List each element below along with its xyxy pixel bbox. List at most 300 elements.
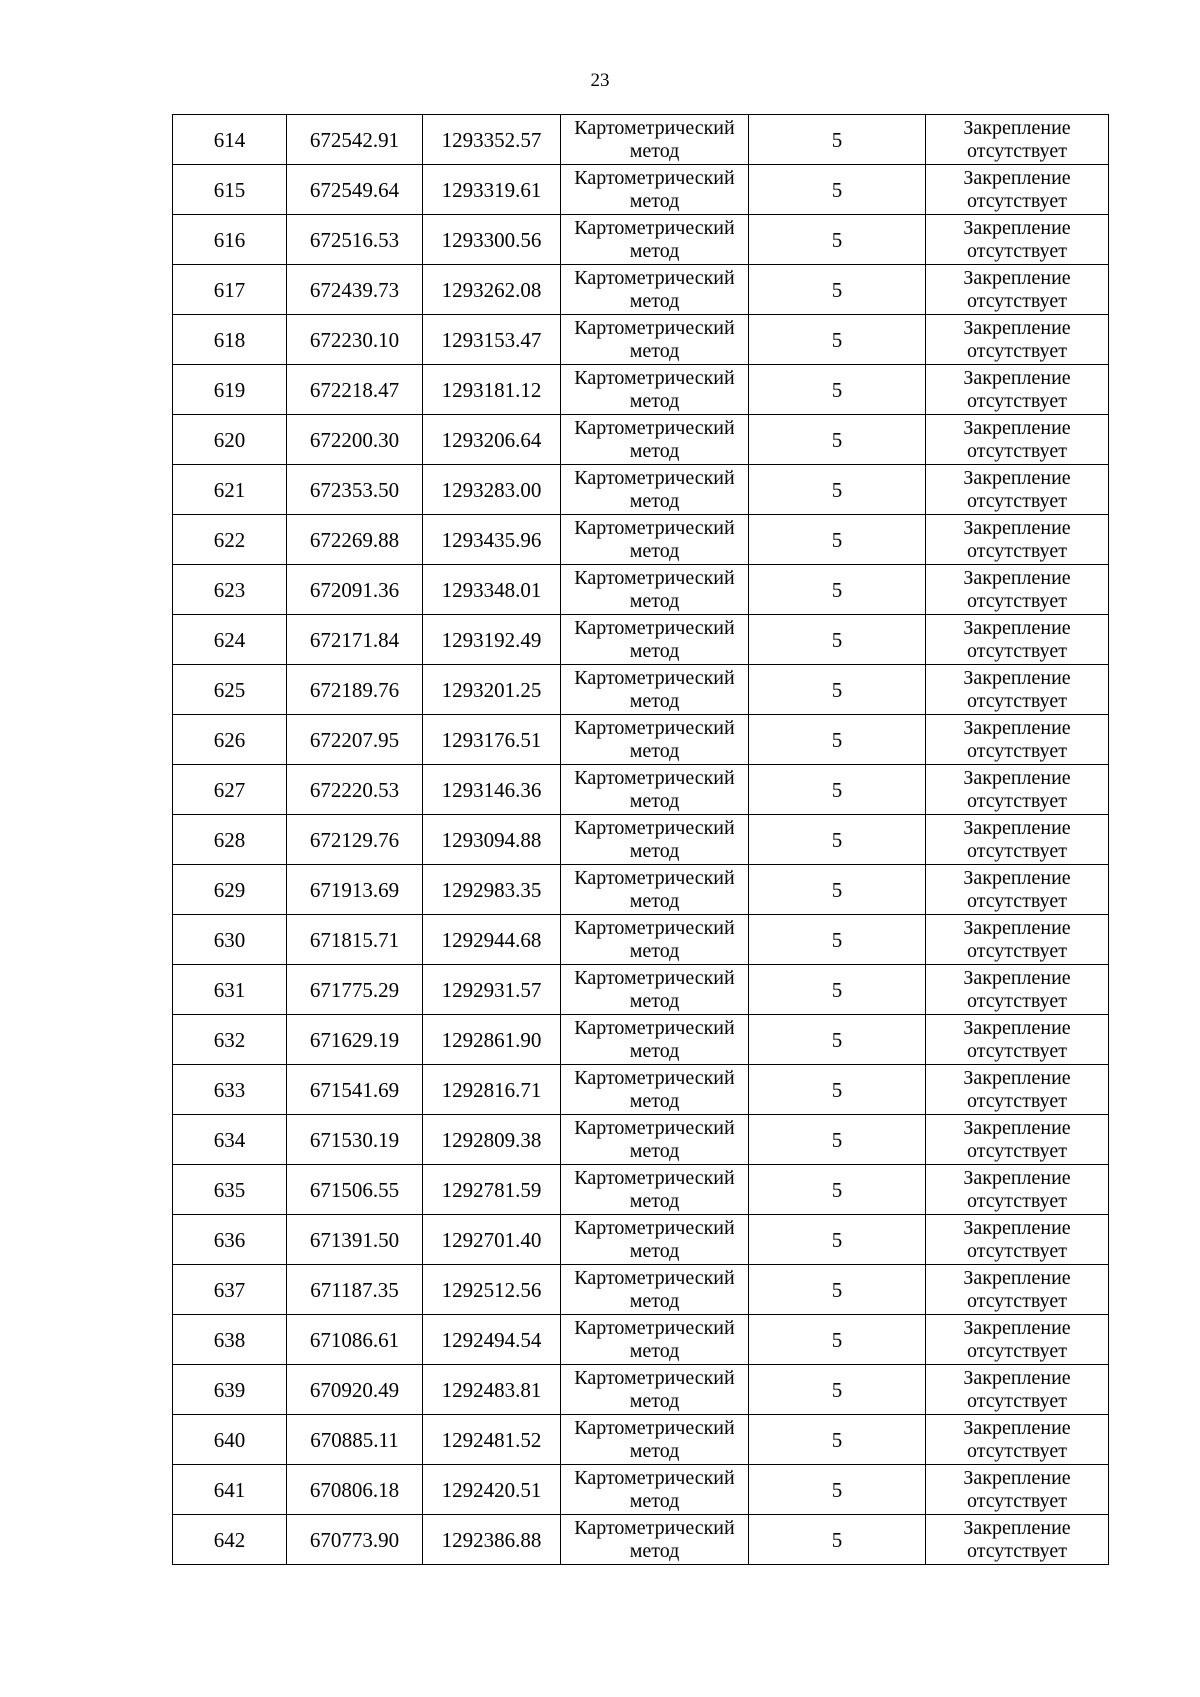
fixing-cell <box>926 115 1109 165</box>
fixing-line: отсутствует <box>966 989 1068 1012</box>
fixing-line: отсутствует <box>966 389 1068 412</box>
method-line: Картометрический <box>574 1416 735 1439</box>
x-coordinate-cell: 671086.61 <box>287 1315 423 1365</box>
fixing-cell <box>926 965 1109 1015</box>
table-row <box>173 1015 1109 1065</box>
x-coordinate-cell: 671775.29 <box>287 965 423 1015</box>
accuracy-cell: 5 <box>749 315 926 365</box>
fixing-line: отсутствует <box>966 189 1068 212</box>
method-line: Картометрический <box>574 566 735 589</box>
table-row <box>173 1215 1109 1265</box>
method-line: метод <box>629 789 680 812</box>
fixing-line: Закрепление <box>963 516 1071 539</box>
method-line: метод <box>629 1339 680 1362</box>
table-row <box>173 1115 1109 1165</box>
method-line: Картометрический <box>574 1216 735 1239</box>
method-line: Картометрический <box>574 666 735 689</box>
method-cell <box>561 1115 749 1165</box>
table-row <box>173 965 1109 1015</box>
x-coordinate-cell: 671506.55 <box>287 1165 423 1215</box>
method-line: Картометрический <box>574 1466 735 1489</box>
accuracy-cell: 5 <box>749 965 926 1015</box>
y-coordinate-cell: 1293094.88 <box>423 815 561 865</box>
y-coordinate-cell: 1292931.57 <box>423 965 561 1015</box>
point-number-cell: 636 <box>173 1215 287 1265</box>
y-coordinate-cell: 1293146.36 <box>423 765 561 815</box>
method-cell <box>561 515 749 565</box>
fixing-cell <box>926 465 1109 515</box>
fixing-cell <box>926 1215 1109 1265</box>
method-line: метод <box>629 689 680 712</box>
fixing-line: отсутствует <box>966 589 1068 612</box>
method-cell <box>561 915 749 965</box>
coordinates-table <box>172 114 1109 1565</box>
fixing-line: Закрепление <box>963 316 1071 339</box>
method-line: метод <box>629 1389 680 1412</box>
fixing-line: Закрепление <box>963 1316 1071 1339</box>
method-line: метод <box>629 1239 680 1262</box>
y-coordinate-cell: 1293192.49 <box>423 615 561 665</box>
table-row <box>173 1065 1109 1115</box>
accuracy-cell: 5 <box>749 365 926 415</box>
fixing-line: отсутствует <box>966 1189 1068 1212</box>
fixing-cell <box>926 1015 1109 1065</box>
fixing-line: отсутствует <box>966 289 1068 312</box>
point-number-cell: 623 <box>173 565 287 615</box>
point-number-cell: 620 <box>173 415 287 465</box>
fixing-line: отсутствует <box>966 839 1068 862</box>
point-number-cell: 622 <box>173 515 287 565</box>
table-row <box>173 315 1109 365</box>
method-line: Картометрический <box>574 216 735 239</box>
method-line: метод <box>629 139 680 162</box>
fixing-cell <box>926 1165 1109 1215</box>
fixing-line: отсутствует <box>966 939 1068 962</box>
fixing-line: отсутствует <box>966 639 1068 662</box>
method-cell <box>561 365 749 415</box>
y-coordinate-cell: 1293435.96 <box>423 515 561 565</box>
y-coordinate-cell: 1292420.51 <box>423 1465 561 1515</box>
y-coordinate-cell: 1292494.54 <box>423 1315 561 1365</box>
fixing-line: Закрепление <box>963 566 1071 589</box>
method-cell <box>561 465 749 515</box>
fixing-cell <box>926 515 1109 565</box>
y-coordinate-cell: 1292781.59 <box>423 1165 561 1215</box>
fixing-line: отсутствует <box>966 1089 1068 1112</box>
method-line: Картометрический <box>574 366 735 389</box>
method-cell <box>561 1315 749 1365</box>
method-line: Картометрический <box>574 1316 735 1339</box>
point-number-cell: 640 <box>173 1415 287 1465</box>
fixing-line: отсутствует <box>966 1139 1068 1162</box>
y-coordinate-cell: 1293206.64 <box>423 415 561 465</box>
point-number-cell: 614 <box>173 115 287 165</box>
fixing-line: Закрепление <box>963 1066 1071 1089</box>
x-coordinate-cell: 670885.11 <box>287 1415 423 1465</box>
x-coordinate-cell: 672200.30 <box>287 415 423 465</box>
table-row <box>173 465 1109 515</box>
point-number-cell: 630 <box>173 915 287 965</box>
accuracy-cell: 5 <box>749 165 926 215</box>
method-line: Картометрический <box>574 766 735 789</box>
method-line: метод <box>629 1439 680 1462</box>
method-line: Картометрический <box>574 1016 735 1039</box>
point-number-cell: 625 <box>173 665 287 715</box>
point-number-cell: 619 <box>173 365 287 415</box>
table-row <box>173 115 1109 165</box>
method-line: метод <box>629 389 680 412</box>
fixing-line: отсутствует <box>966 439 1068 462</box>
table-body <box>173 115 1109 1565</box>
accuracy-cell: 5 <box>749 1115 926 1165</box>
fixing-cell <box>926 415 1109 465</box>
fixing-line: отсутствует <box>966 1489 1068 1512</box>
accuracy-cell: 5 <box>749 715 926 765</box>
fixing-line: Закрепление <box>963 366 1071 389</box>
table-row <box>173 565 1109 615</box>
method-cell <box>561 315 749 365</box>
x-coordinate-cell: 672189.76 <box>287 665 423 715</box>
method-cell <box>561 715 749 765</box>
method-cell <box>561 215 749 265</box>
table-row <box>173 815 1109 865</box>
y-coordinate-cell: 1293262.08 <box>423 265 561 315</box>
table-row <box>173 1415 1109 1465</box>
method-line: Картометрический <box>574 1116 735 1139</box>
fixing-line: отсутствует <box>966 1239 1068 1262</box>
x-coordinate-cell: 672129.76 <box>287 815 423 865</box>
y-coordinate-cell: 1293181.12 <box>423 365 561 415</box>
x-coordinate-cell: 672230.10 <box>287 315 423 365</box>
x-coordinate-cell: 671541.69 <box>287 1065 423 1115</box>
fixing-line: отсутствует <box>966 1039 1068 1062</box>
x-coordinate-cell: 672091.36 <box>287 565 423 615</box>
accuracy-cell: 5 <box>749 1365 926 1415</box>
method-line: Картометрический <box>574 966 735 989</box>
x-coordinate-cell: 672439.73 <box>287 265 423 315</box>
method-cell <box>561 1215 749 1265</box>
fixing-line: отсутствует <box>966 689 1068 712</box>
fixing-cell <box>926 365 1109 415</box>
table-row <box>173 365 1109 415</box>
table-row <box>173 765 1109 815</box>
method-line: метод <box>629 889 680 912</box>
method-cell <box>561 1415 749 1465</box>
point-number-cell: 634 <box>173 1115 287 1165</box>
accuracy-cell: 5 <box>749 1165 926 1215</box>
point-number-cell: 628 <box>173 815 287 865</box>
point-number-cell: 637 <box>173 1265 287 1315</box>
point-number-cell: 627 <box>173 765 287 815</box>
fixing-line: отсутствует <box>966 1389 1068 1412</box>
point-number-cell: 639 <box>173 1365 287 1415</box>
method-cell <box>561 415 749 465</box>
method-cell <box>561 865 749 915</box>
method-line: метод <box>629 239 680 262</box>
method-line: метод <box>629 289 680 312</box>
fixing-line: отсутствует <box>966 339 1068 362</box>
y-coordinate-cell: 1292861.90 <box>423 1015 561 1065</box>
fixing-cell <box>926 1515 1109 1565</box>
method-line: метод <box>629 739 680 762</box>
fixing-line: отсутствует <box>966 139 1068 162</box>
method-cell <box>561 665 749 715</box>
fixing-cell <box>926 1265 1109 1315</box>
point-number-cell: 635 <box>173 1165 287 1215</box>
accuracy-cell: 5 <box>749 815 926 865</box>
method-line: Картометрический <box>574 1516 735 1539</box>
fixing-cell <box>926 1415 1109 1465</box>
y-coordinate-cell: 1293153.47 <box>423 315 561 365</box>
point-number-cell: 632 <box>173 1015 287 1065</box>
fixing-line: Закрепление <box>963 1366 1071 1389</box>
method-line: Картометрический <box>574 166 735 189</box>
x-coordinate-cell: 670920.49 <box>287 1365 423 1415</box>
accuracy-cell: 5 <box>749 915 926 965</box>
method-line: Картометрический <box>574 266 735 289</box>
method-line: метод <box>629 1489 680 1512</box>
x-coordinate-cell: 671187.35 <box>287 1265 423 1315</box>
method-line: метод <box>629 489 680 512</box>
fixing-cell <box>926 915 1109 965</box>
method-cell <box>561 1465 749 1515</box>
y-coordinate-cell: 1292983.35 <box>423 865 561 915</box>
method-line: метод <box>629 339 680 362</box>
fixing-line: Закрепление <box>963 116 1071 139</box>
x-coordinate-cell: 672549.64 <box>287 165 423 215</box>
accuracy-cell: 5 <box>749 865 926 915</box>
table-row <box>173 1165 1109 1215</box>
x-coordinate-cell: 670806.18 <box>287 1465 423 1515</box>
table-row <box>173 215 1109 265</box>
table-row <box>173 165 1109 215</box>
fixing-line: отсутствует <box>966 489 1068 512</box>
fixing-cell <box>926 1465 1109 1515</box>
x-coordinate-cell: 672220.53 <box>287 765 423 815</box>
x-coordinate-cell: 672269.88 <box>287 515 423 565</box>
fixing-line: отсутствует <box>966 739 1068 762</box>
table-row <box>173 665 1109 715</box>
accuracy-cell: 5 <box>749 1015 926 1065</box>
accuracy-cell: 5 <box>749 1265 926 1315</box>
method-line: метод <box>629 1139 680 1162</box>
method-line: Картометрический <box>574 1066 735 1089</box>
x-coordinate-cell: 671391.50 <box>287 1215 423 1265</box>
point-number-cell: 615 <box>173 165 287 215</box>
x-coordinate-cell: 670773.90 <box>287 1515 423 1565</box>
method-cell <box>561 1365 749 1415</box>
fixing-line: отсутствует <box>966 1539 1068 1562</box>
accuracy-cell: 5 <box>749 115 926 165</box>
method-line: метод <box>629 589 680 612</box>
fixing-cell <box>926 1115 1109 1165</box>
x-coordinate-cell: 671913.69 <box>287 865 423 915</box>
fixing-cell <box>926 265 1109 315</box>
method-line: метод <box>629 639 680 662</box>
y-coordinate-cell: 1292816.71 <box>423 1065 561 1115</box>
y-coordinate-cell: 1293283.00 <box>423 465 561 515</box>
y-coordinate-cell: 1292512.56 <box>423 1265 561 1315</box>
method-cell <box>561 565 749 615</box>
table-row <box>173 265 1109 315</box>
point-number-cell: 617 <box>173 265 287 315</box>
table-row <box>173 915 1109 965</box>
method-line: Картометрический <box>574 716 735 739</box>
accuracy-cell: 5 <box>749 1315 926 1365</box>
y-coordinate-cell: 1293201.25 <box>423 665 561 715</box>
y-coordinate-cell: 1292701.40 <box>423 1215 561 1265</box>
table-row <box>173 1315 1109 1365</box>
method-cell <box>561 1265 749 1315</box>
method-cell <box>561 1165 749 1215</box>
method-cell <box>561 965 749 1015</box>
fixing-line: Закрепление <box>963 216 1071 239</box>
x-coordinate-cell: 672218.47 <box>287 365 423 415</box>
table-row <box>173 865 1109 915</box>
fixing-cell <box>926 565 1109 615</box>
fixing-line: отсутствует <box>966 1439 1068 1462</box>
fixing-line: отсутствует <box>966 239 1068 262</box>
page-number: 23 <box>590 70 610 91</box>
method-cell <box>561 115 749 165</box>
method-line: метод <box>629 1039 680 1062</box>
fixing-line: отсутствует <box>966 1339 1068 1362</box>
fixing-cell <box>926 615 1109 665</box>
accuracy-cell: 5 <box>749 215 926 265</box>
fixing-line: отсутствует <box>966 889 1068 912</box>
method-line: метод <box>629 989 680 1012</box>
y-coordinate-cell: 1292483.81 <box>423 1365 561 1415</box>
x-coordinate-cell: 671815.71 <box>287 915 423 965</box>
fixing-line: отсутствует <box>966 1289 1068 1312</box>
method-line: метод <box>629 539 680 562</box>
fixing-line: Закрепление <box>963 616 1071 639</box>
fixing-line: Закрепление <box>963 666 1071 689</box>
fixing-line: отсутствует <box>966 539 1068 562</box>
y-coordinate-cell: 1292944.68 <box>423 915 561 965</box>
fixing-line: Закрепление <box>963 1016 1071 1039</box>
point-number-cell: 621 <box>173 465 287 515</box>
x-coordinate-cell: 672353.50 <box>287 465 423 515</box>
fixing-line: Закрепление <box>963 1266 1071 1289</box>
accuracy-cell: 5 <box>749 1215 926 1265</box>
method-line: метод <box>629 439 680 462</box>
fixing-line: Закрепление <box>963 416 1071 439</box>
method-line: Картометрический <box>574 616 735 639</box>
method-line: Картометрический <box>574 1266 735 1289</box>
method-cell <box>561 815 749 865</box>
method-line: Картометрический <box>574 816 735 839</box>
y-coordinate-cell: 1293300.56 <box>423 215 561 265</box>
fixing-line: Закрепление <box>963 1516 1071 1539</box>
accuracy-cell: 5 <box>749 615 926 665</box>
method-line: Картометрический <box>574 416 735 439</box>
method-cell <box>561 1065 749 1115</box>
fixing-cell <box>926 665 1109 715</box>
fixing-cell <box>926 1365 1109 1415</box>
y-coordinate-cell: 1292481.52 <box>423 1415 561 1465</box>
fixing-line: Закрепление <box>963 966 1071 989</box>
accuracy-cell: 5 <box>749 1465 926 1515</box>
y-coordinate-cell: 1292386.88 <box>423 1515 561 1565</box>
point-number-cell: 642 <box>173 1515 287 1565</box>
fixing-line: Закрепление <box>963 716 1071 739</box>
fixing-line: Закрепление <box>963 766 1071 789</box>
fixing-line: Закрепление <box>963 266 1071 289</box>
fixing-line: Закрепление <box>963 816 1071 839</box>
point-number-cell: 616 <box>173 215 287 265</box>
method-line: Картометрический <box>574 866 735 889</box>
x-coordinate-cell: 672171.84 <box>287 615 423 665</box>
fixing-line: отсутствует <box>966 789 1068 812</box>
method-line: метод <box>629 939 680 962</box>
fixing-cell <box>926 765 1109 815</box>
table-row <box>173 1365 1109 1415</box>
point-number-cell: 626 <box>173 715 287 765</box>
y-coordinate-cell: 1293348.01 <box>423 565 561 615</box>
method-line: Картометрический <box>574 1366 735 1389</box>
fixing-line: Закрепление <box>963 916 1071 939</box>
table-row <box>173 615 1109 665</box>
table-row <box>173 715 1109 765</box>
method-line: метод <box>629 1189 680 1212</box>
x-coordinate-cell: 671629.19 <box>287 1015 423 1065</box>
method-cell <box>561 1015 749 1065</box>
accuracy-cell: 5 <box>749 1065 926 1115</box>
method-line: метод <box>629 1539 680 1562</box>
table-row <box>173 1465 1109 1515</box>
fixing-line: Закрепление <box>963 1416 1071 1439</box>
fixing-cell <box>926 715 1109 765</box>
table-row <box>173 415 1109 465</box>
accuracy-cell: 5 <box>749 1515 926 1565</box>
fixing-cell <box>926 1065 1109 1115</box>
point-number-cell: 631 <box>173 965 287 1015</box>
accuracy-cell: 5 <box>749 415 926 465</box>
fixing-line: Закрепление <box>963 166 1071 189</box>
fixing-line: Закрепление <box>963 866 1071 889</box>
fixing-line: Закрепление <box>963 1216 1071 1239</box>
point-number-cell: 629 <box>173 865 287 915</box>
accuracy-cell: 5 <box>749 565 926 615</box>
point-number-cell: 641 <box>173 1465 287 1515</box>
method-line: Картометрический <box>574 116 735 139</box>
fixing-cell <box>926 315 1109 365</box>
method-cell <box>561 615 749 665</box>
method-line: Картометрический <box>574 466 735 489</box>
table-row <box>173 1265 1109 1315</box>
table-row <box>173 1515 1109 1565</box>
fixing-line: Закрепление <box>963 1166 1071 1189</box>
x-coordinate-cell: 671530.19 <box>287 1115 423 1165</box>
x-coordinate-cell: 672542.91 <box>287 115 423 165</box>
method-line: метод <box>629 839 680 862</box>
method-line: метод <box>629 1089 680 1112</box>
accuracy-cell: 5 <box>749 465 926 515</box>
fixing-cell <box>926 865 1109 915</box>
y-coordinate-cell: 1292809.38 <box>423 1115 561 1165</box>
fixing-line: Закрепление <box>963 466 1071 489</box>
method-line: метод <box>629 189 680 212</box>
y-coordinate-cell: 1293319.61 <box>423 165 561 215</box>
method-line: Картометрический <box>574 516 735 539</box>
method-line: метод <box>629 1289 680 1312</box>
method-cell <box>561 265 749 315</box>
fixing-line: Закрепление <box>963 1116 1071 1139</box>
fixing-cell <box>926 215 1109 265</box>
accuracy-cell: 5 <box>749 265 926 315</box>
point-number-cell: 638 <box>173 1315 287 1365</box>
